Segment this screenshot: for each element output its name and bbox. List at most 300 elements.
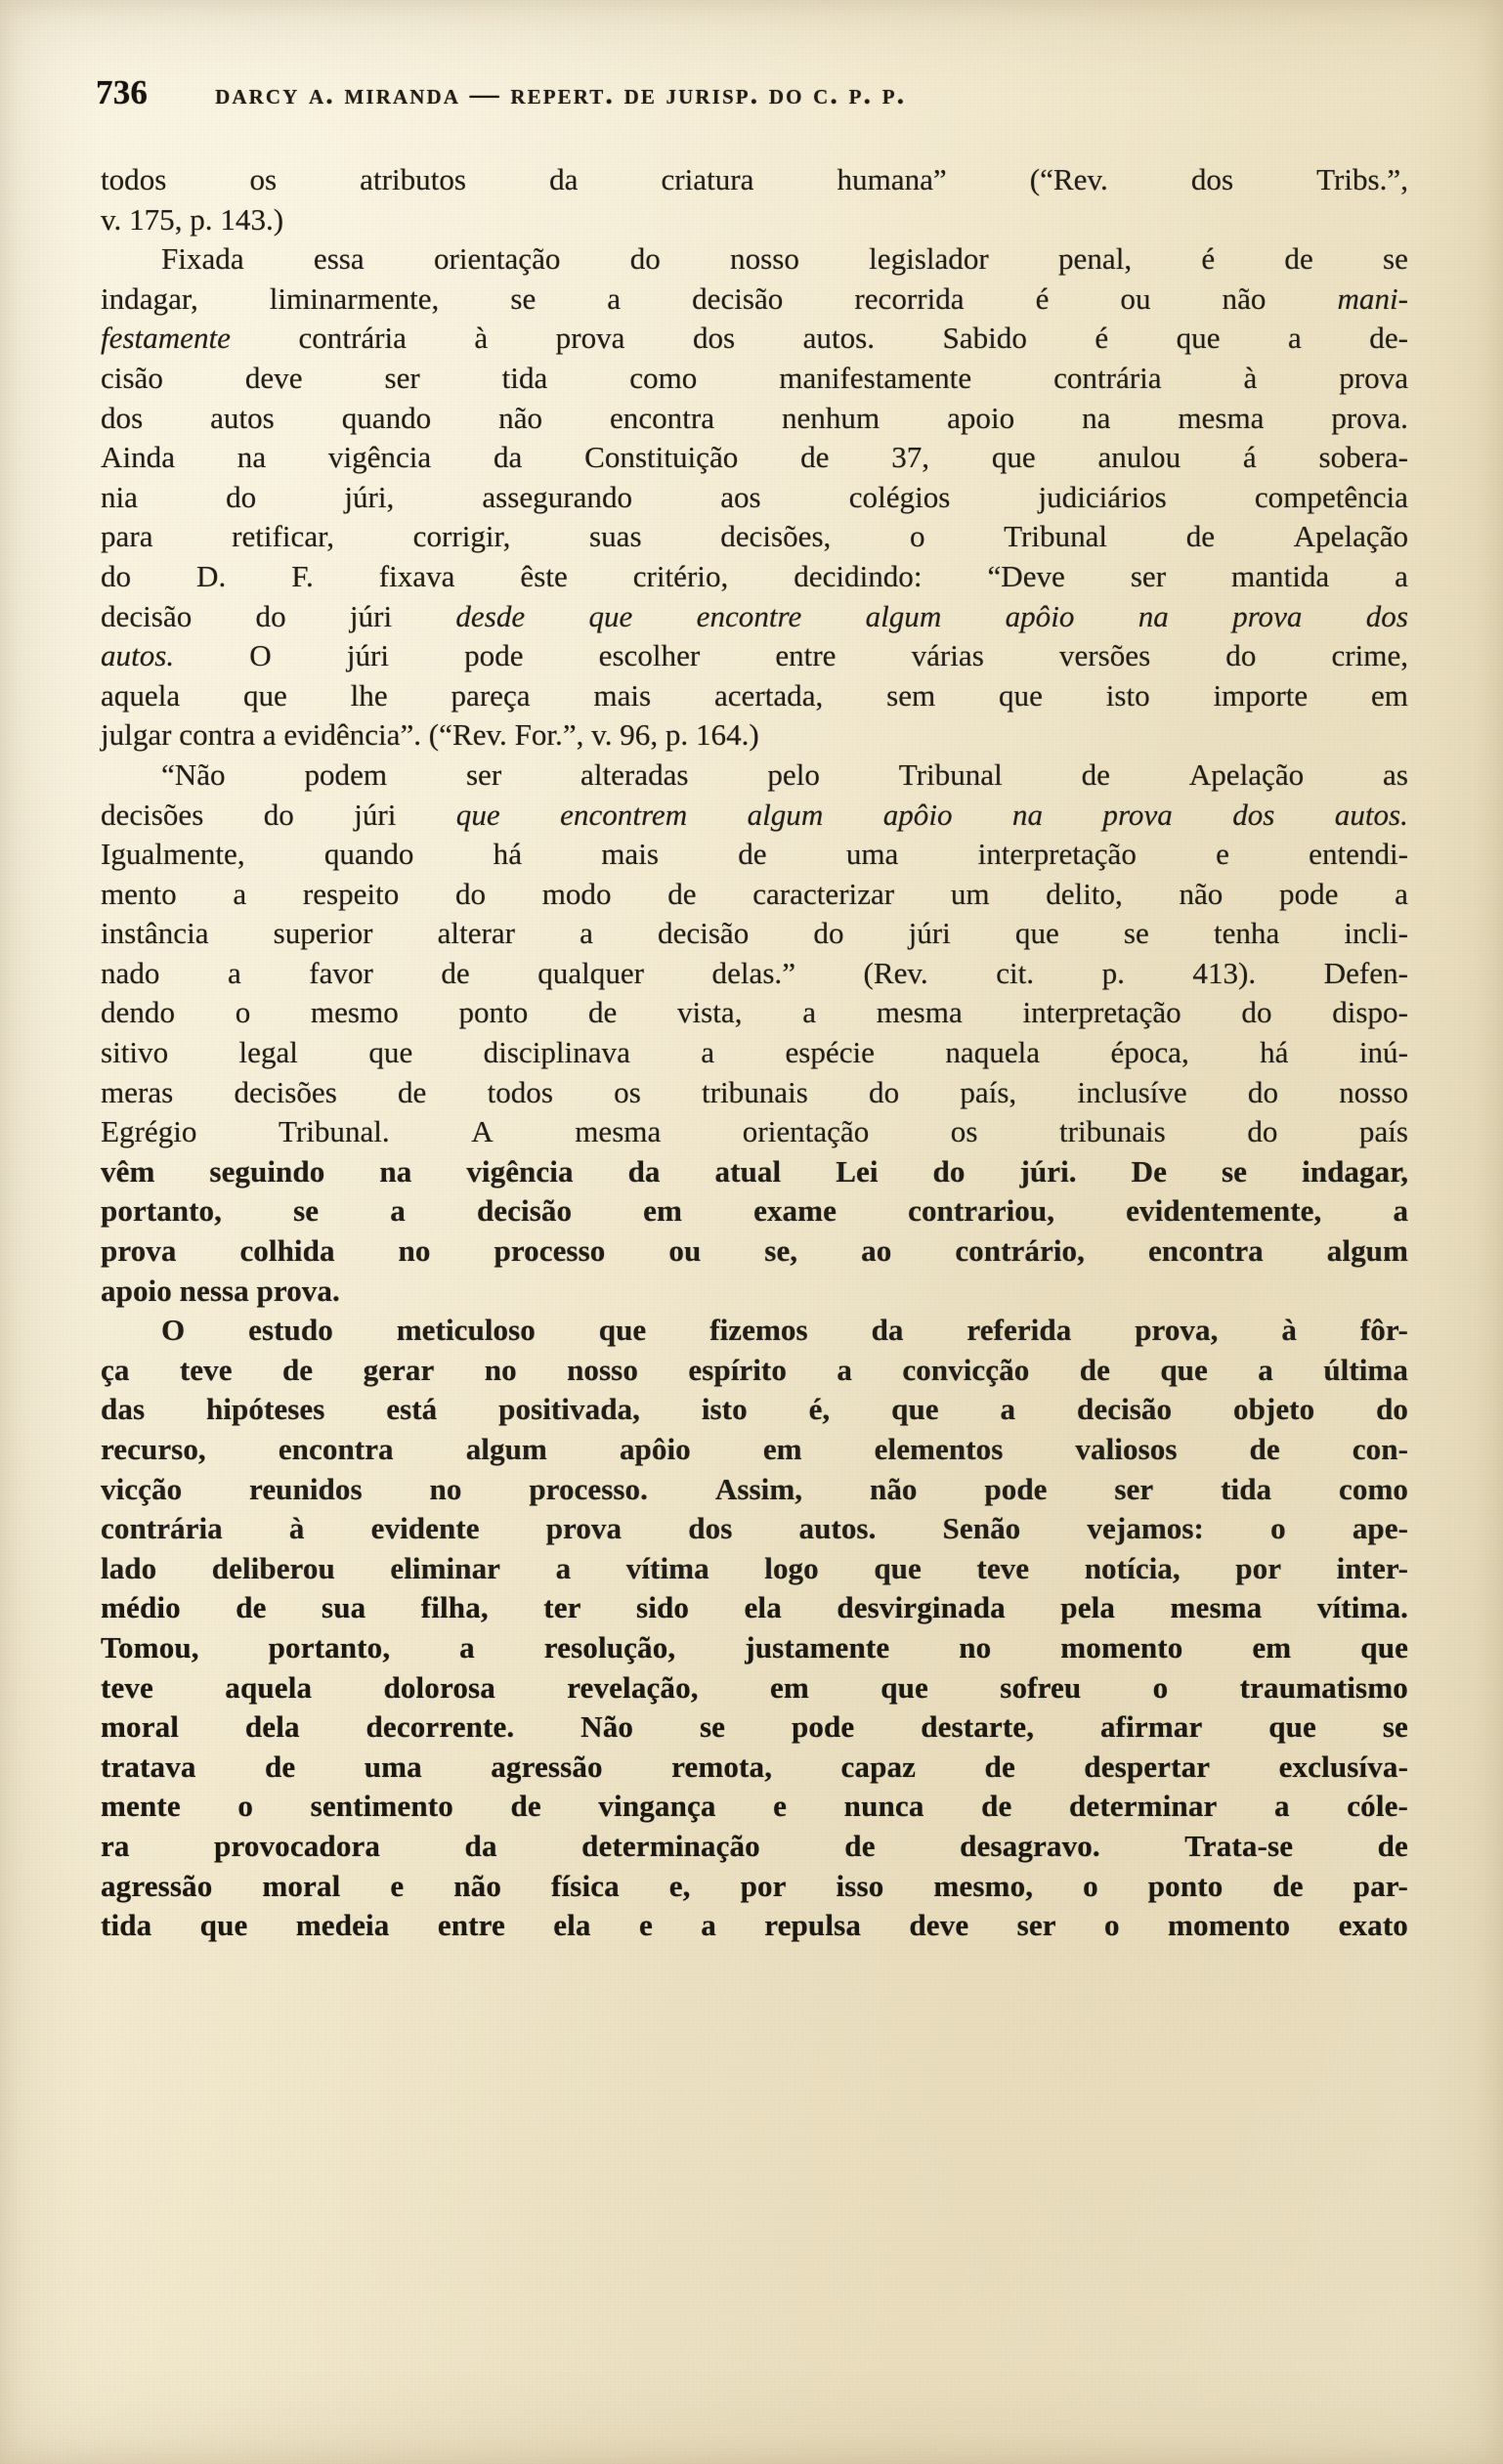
word: exato <box>1338 1908 1408 1943</box>
word: Assim, <box>714 1471 803 1506</box>
word-space <box>787 1787 844 1827</box>
italic-word: mani- <box>1337 281 1408 316</box>
word-space <box>256 478 344 518</box>
word-space <box>1034 1708 1100 1748</box>
word-space <box>1247 1152 1302 1192</box>
word: os <box>249 162 278 196</box>
word: deliberou <box>211 1550 335 1585</box>
word: a <box>390 1193 406 1229</box>
word: autos <box>210 400 275 435</box>
word: de <box>441 955 470 990</box>
word-space <box>1280 1430 1353 1470</box>
word: se <box>1383 241 1408 277</box>
word: atributos <box>360 162 466 196</box>
word: da <box>871 1313 904 1348</box>
word-space <box>947 160 1030 200</box>
word: em <box>1371 677 1408 713</box>
word-space <box>154 1152 209 1192</box>
word: dendo <box>101 995 175 1030</box>
word-space <box>632 478 720 518</box>
word-space <box>675 1628 745 1668</box>
word-space <box>431 399 498 439</box>
word-space <box>659 835 738 875</box>
word-space <box>267 1588 322 1628</box>
word: teve <box>976 1550 1030 1585</box>
word-space <box>431 438 494 478</box>
word: que <box>598 1313 647 1348</box>
word: humana” <box>837 162 947 196</box>
word-space <box>691 1867 741 1907</box>
word: quando <box>323 837 414 872</box>
word-space <box>547 1430 620 1470</box>
word-space <box>876 1509 942 1549</box>
text-line <box>101 1787 1408 1827</box>
word: critério, <box>632 558 729 593</box>
word-space <box>143 399 210 439</box>
word-space <box>365 1588 420 1628</box>
word-space <box>1027 319 1095 359</box>
word: legal <box>238 1035 298 1070</box>
word-space <box>891 1232 955 1272</box>
word-space <box>1297 1311 1360 1351</box>
word: do <box>629 241 661 277</box>
word: dela <box>244 1709 300 1745</box>
text-line <box>101 319 1408 359</box>
word-space <box>1290 1787 1348 1827</box>
word-space <box>1271 1470 1339 1510</box>
word: de <box>1081 756 1110 792</box>
word-space <box>277 160 360 200</box>
word-space <box>620 1867 669 1907</box>
word-space <box>547 359 629 399</box>
word: tida <box>1221 1471 1272 1506</box>
text-line <box>101 1232 1408 1272</box>
word-space <box>1274 796 1334 836</box>
word-space <box>787 1351 837 1391</box>
word: notícia, <box>1084 1550 1181 1585</box>
word-space <box>1302 597 1365 637</box>
word-space <box>701 1232 764 1272</box>
word: par- <box>1353 1868 1408 1903</box>
word: ela <box>553 1908 591 1943</box>
word-space <box>305 1509 371 1549</box>
word: êste <box>520 558 568 593</box>
word: a <box>1393 1193 1409 1229</box>
word-space <box>1278 1073 1339 1113</box>
word-space <box>542 399 610 439</box>
word-space <box>894 875 951 915</box>
word: sido <box>636 1590 690 1625</box>
word: agressão <box>491 1749 603 1784</box>
word-space <box>422 1748 491 1788</box>
word: de <box>1284 241 1313 277</box>
word-space <box>700 636 775 676</box>
word-space <box>541 1787 599 1827</box>
word: momento <box>1060 1629 1183 1664</box>
word: favor <box>309 955 373 990</box>
word-space <box>1150 676 1214 716</box>
word: sentimento <box>310 1789 453 1824</box>
word: apoio <box>947 400 1015 435</box>
word: O <box>161 1313 186 1348</box>
word: portanto, <box>268 1629 391 1664</box>
word: do <box>932 1153 966 1189</box>
word: como <box>629 360 698 395</box>
word: todos <box>487 1074 553 1109</box>
word: gerar <box>363 1352 435 1387</box>
word: Senão <box>942 1511 1021 1546</box>
word: provocadora <box>214 1828 381 1863</box>
word-space <box>340 1867 390 1907</box>
word: uma <box>364 1749 422 1784</box>
word: referida <box>966 1313 1072 1348</box>
word: prova <box>555 321 625 356</box>
word: que <box>1268 1709 1316 1745</box>
text-line <box>101 993 1408 1033</box>
word: interpretação <box>1022 995 1181 1030</box>
word-space <box>226 557 291 597</box>
word-space <box>524 636 599 676</box>
word-space <box>390 1628 459 1668</box>
word-space <box>286 597 350 637</box>
word: sua <box>322 1590 366 1625</box>
word-space <box>531 676 594 716</box>
word-space <box>396 796 455 836</box>
word-space <box>175 438 237 478</box>
word-space <box>1110 399 1178 439</box>
word-space <box>181 1787 238 1827</box>
word: por <box>1235 1550 1282 1585</box>
word: revelação, <box>567 1669 699 1705</box>
word: estudo <box>248 1313 333 1348</box>
word-space <box>767 835 846 875</box>
word: ra <box>101 1828 130 1863</box>
word-space <box>837 1191 908 1232</box>
word: que <box>874 1550 922 1585</box>
word: da <box>627 1153 661 1189</box>
word: do <box>101 558 132 593</box>
word: decisão <box>658 916 750 951</box>
word-space <box>226 756 305 796</box>
word: mesma <box>575 1114 662 1149</box>
word: mesmo, <box>933 1868 1034 1903</box>
word: de <box>984 1749 1015 1784</box>
word-space <box>1151 280 1223 320</box>
word: é, <box>808 1392 831 1427</box>
word-space <box>453 1787 511 1827</box>
word-space <box>287 676 351 716</box>
word-space <box>313 1351 363 1391</box>
word: incli- <box>1344 916 1409 951</box>
word-space <box>1149 914 1214 954</box>
text-line <box>101 676 1408 716</box>
word: a <box>607 281 622 316</box>
word-space <box>661 239 730 280</box>
word: fôr- <box>1359 1313 1408 1348</box>
word-space <box>206 1430 279 1470</box>
word: do <box>263 797 294 832</box>
word-space <box>781 1152 836 1192</box>
word: Tribunal. <box>278 1114 390 1149</box>
word-space <box>918 1470 985 1510</box>
word: dos <box>688 1511 733 1546</box>
word-space <box>413 835 493 875</box>
word: logo <box>764 1550 819 1585</box>
word: interpretação <box>977 837 1137 872</box>
word-space <box>1137 835 1216 875</box>
word: a <box>459 1629 475 1664</box>
word-space <box>633 1708 700 1748</box>
word-space <box>1173 796 1232 836</box>
word-space <box>1043 676 1106 716</box>
word-space <box>749 914 813 954</box>
word: fixava <box>378 558 455 593</box>
word: sobera- <box>1318 440 1408 475</box>
word: todos <box>101 162 167 196</box>
word: ape- <box>1352 1511 1409 1546</box>
word: nia <box>101 479 138 514</box>
word-space <box>687 796 747 836</box>
word-space <box>497 1827 581 1867</box>
word: se <box>1222 1153 1248 1189</box>
word: Tomou, <box>101 1629 199 1664</box>
word: a <box>233 876 247 911</box>
word-space <box>641 1073 702 1113</box>
word-space <box>434 1351 484 1391</box>
word: exclusíva- <box>1278 1749 1409 1784</box>
word: de <box>236 1590 267 1625</box>
word-space <box>795 954 864 994</box>
word: Ainda <box>101 440 175 475</box>
word: a <box>1395 876 1408 911</box>
word: à <box>1281 1313 1297 1348</box>
word: decidindo: <box>794 558 923 593</box>
text-line <box>101 1588 1408 1628</box>
word-space <box>568 557 633 597</box>
word: legislador <box>869 241 989 277</box>
word: ponto <box>1147 1868 1224 1903</box>
word-space <box>295 1748 364 1788</box>
word: as <box>1383 756 1408 792</box>
text-line <box>101 200 1408 240</box>
word: sitivo <box>101 1035 169 1070</box>
word-space <box>494 1112 576 1152</box>
word: prova <box>1339 360 1409 395</box>
italic-word: algum <box>747 797 824 832</box>
word: evidente <box>370 1511 480 1546</box>
italic-word: apôio <box>882 797 953 832</box>
word: (Rev. <box>863 955 928 990</box>
word-space <box>500 1549 556 1589</box>
word-space <box>319 1191 390 1232</box>
word: do <box>869 1074 900 1109</box>
word: júri <box>908 916 951 951</box>
word-space <box>1098 1867 1148 1907</box>
word-space <box>1308 676 1371 716</box>
word: decisão <box>476 1193 573 1229</box>
word-space <box>560 239 629 280</box>
word: júri, <box>344 479 395 514</box>
word: não <box>869 1471 918 1506</box>
word: pode <box>791 1709 855 1745</box>
word-space <box>819 1549 875 1589</box>
text-line <box>101 1827 1408 1867</box>
word: repulsa <box>764 1908 861 1943</box>
word: indagar, <box>101 281 198 316</box>
word: prova, <box>1135 1313 1219 1348</box>
word-space <box>1286 1509 1353 1549</box>
word: competência <box>1254 479 1408 514</box>
word-space <box>1273 1351 1323 1391</box>
word-space <box>591 1906 639 1946</box>
word-space <box>861 1906 909 1946</box>
word: dos <box>101 400 144 435</box>
word-space <box>571 1549 626 1589</box>
word-space <box>748 1390 809 1430</box>
word-space <box>990 875 1047 915</box>
word-space <box>1338 875 1395 915</box>
word-space <box>572 1191 643 1232</box>
word: não <box>498 400 543 435</box>
word-space <box>689 756 768 796</box>
word: que <box>880 1669 928 1705</box>
word: de <box>1185 519 1216 554</box>
word: cit. <box>996 955 1035 990</box>
word-space <box>1081 1668 1152 1708</box>
word-space <box>1272 993 1333 1033</box>
word: de <box>1079 1352 1110 1387</box>
word-space <box>787 1867 837 1907</box>
word: na <box>1082 400 1111 435</box>
word-space <box>222 1191 293 1232</box>
page-number: 736 <box>96 73 149 111</box>
word: em <box>643 1193 682 1229</box>
word-space <box>153 1668 225 1708</box>
text-line <box>101 1191 1408 1232</box>
word: delito, <box>1046 876 1123 911</box>
word: que <box>199 1908 248 1943</box>
word-space <box>941 597 1005 637</box>
word: não <box>1222 281 1267 316</box>
word-space <box>1100 1827 1184 1867</box>
word-space <box>1262 1588 1316 1628</box>
word-space <box>1125 954 1193 994</box>
word-space <box>621 280 692 320</box>
word-space <box>852 1351 902 1391</box>
word-space <box>782 1588 837 1628</box>
word: mento <box>101 876 177 911</box>
word-space <box>783 280 854 320</box>
word-space <box>844 914 909 954</box>
word: deve <box>244 360 303 395</box>
text-line <box>101 1748 1408 1788</box>
word: há <box>1260 1035 1289 1070</box>
text-line <box>101 517 1408 557</box>
word: isto <box>701 1392 748 1427</box>
text-line <box>101 835 1408 875</box>
word-space <box>388 676 451 716</box>
word: e <box>638 1908 653 1943</box>
word-space <box>510 517 589 557</box>
word-space <box>515 914 580 954</box>
word: quando <box>341 400 432 435</box>
word-space <box>963 993 1023 1033</box>
word: 413). <box>1192 955 1257 990</box>
word: dolorosa <box>383 1669 495 1705</box>
text-line <box>101 954 1408 994</box>
word: não <box>453 1868 502 1903</box>
word-space <box>159 954 228 994</box>
word-space <box>939 1390 1001 1430</box>
word: suas <box>589 519 642 554</box>
word: pela <box>1060 1590 1116 1625</box>
word: das <box>101 1392 146 1427</box>
word-space <box>1123 875 1180 915</box>
word-space <box>966 1152 1020 1192</box>
word: a <box>1000 1392 1016 1427</box>
word-space <box>632 597 696 637</box>
word: médio <box>101 1590 181 1625</box>
word-space <box>1054 1191 1126 1232</box>
word: filha, <box>420 1590 489 1625</box>
word: ao <box>861 1233 892 1269</box>
word: se <box>1382 1709 1408 1745</box>
word: indagar, <box>1302 1153 1409 1189</box>
word: tida <box>101 1908 152 1943</box>
word-space <box>1223 875 1279 915</box>
word: de <box>800 440 830 475</box>
word: contrariou, <box>908 1193 1055 1229</box>
word: moral <box>262 1868 341 1903</box>
word: eliminar <box>390 1550 501 1585</box>
word: a <box>1288 321 1302 356</box>
word: seguindo <box>209 1153 325 1189</box>
word-space <box>1168 1668 1239 1708</box>
word-space <box>199 1628 269 1668</box>
word-space <box>802 1430 875 1470</box>
word-space <box>1316 1708 1383 1748</box>
word-space <box>373 954 442 994</box>
word-space <box>1217 1787 1274 1827</box>
word: em <box>762 1432 802 1466</box>
word-space <box>431 1232 494 1272</box>
word-space <box>380 1827 464 1867</box>
word-space <box>394 1430 466 1470</box>
word-space <box>697 875 753 915</box>
word-space <box>129 1351 179 1391</box>
word: deve <box>909 1908 969 1943</box>
word: os <box>614 1074 641 1109</box>
page-content-column <box>96 0 1409 1946</box>
word: liminarmente, <box>269 281 440 316</box>
text-line <box>101 1033 1408 1073</box>
word: o <box>235 995 251 1030</box>
word: importe <box>1213 677 1309 713</box>
word: o <box>1104 1908 1120 1943</box>
word-space <box>1166 1112 1248 1152</box>
word-space <box>168 1033 238 1073</box>
word-space <box>977 1112 1059 1152</box>
word-space <box>716 1787 774 1827</box>
word: judiciários <box>1038 479 1167 514</box>
word-space <box>179 1708 245 1748</box>
word-space <box>406 1191 477 1232</box>
word: evidentemente, <box>1126 1193 1322 1229</box>
word: aquela <box>225 1669 313 1705</box>
italic-word: na <box>1011 797 1044 832</box>
word-space <box>928 1668 1000 1708</box>
word-space <box>1040 1033 1110 1073</box>
